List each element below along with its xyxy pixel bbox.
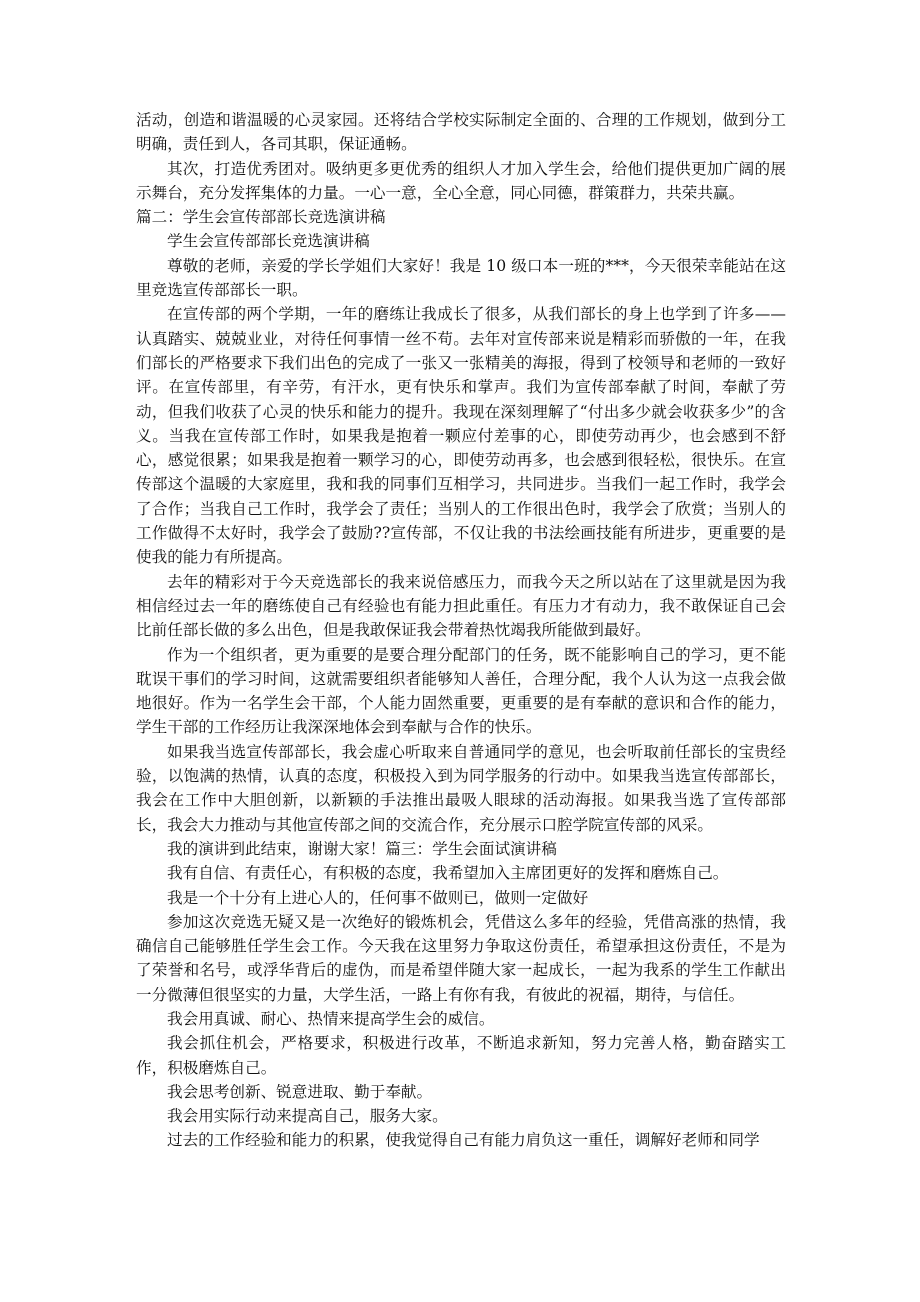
paragraph: 我会用实际行动来提高自己，服务大家。: [167, 1107, 448, 1126]
paragraph: 如果我当选宣传部部长，我会虚心听取来自普通同学的意见，也会听取前任部长的宝贵经验，以饱满的热情，认真的态度，积极投入到为同学服务的行动中。如果我当选宣传部部长，我会在工作中大胆创新，以新颖的手法推出最吸人眼球的活动海报。如果我当选了宣传部部长，我会大力推动与其他宣传部之间的交流合作，充分展示口腔学院宣传部的风采。: [136, 742, 786, 834]
document-body: [136, 108, 786, 1153]
section-heading: 我的演讲到此结束，谢谢大家！篇三：学生会面试演讲稿: [167, 839, 557, 858]
paragraph: 我会思考创新、锐意进取、勤于奉献。: [167, 1082, 433, 1101]
paragraph: 我会抓住机会，严格要求，积极进行改革，不断追求新知，努力完善人格，勤奋踏实工作，积极磨炼自己。: [136, 1034, 786, 1077]
paragraph: 我会用真诚、耐心、热情来提高学生会的威信。: [167, 1009, 495, 1028]
paragraph: 参加这次竞选无疑又是一次绝好的锻炼机会，凭借这么多年的经验，凭借高涨的热情，我确信自己能够胜任学生会工作。今天我在这里努力争取这份责任，希望承担这份责任，不是为了荣誉和名号，或浮华背后的虚伪，而是希望伴随大家一起成长，一起为我系的学生工作献出一分微薄但很坚实的力量，大学生活，一路上有你有我，有彼此的祝福，期待，与信任。: [136, 912, 786, 1004]
paragraph: 去年的精彩对于今天竞选部长的我来说倍感压力，而我今天之所以站在了这里就是因为我相信经过去一年的磨练使自己有经验也有能力担此重任。有压力才有动力，我不敢保证自己会比前任部长做的多么出色，但是我敢保证我会带着热忱竭我所能做到最好。: [136, 572, 786, 640]
paragraph: 其次，打造优秀团对。吸纳更多更优秀的组织人才加入学生会，给他们提供更加广阔的展示舞台，充分发挥集体的力量。一心一意，全心全意，同心同德，群策群力，共荣共赢。: [136, 159, 786, 202]
paragraph: 我有自信、有责任心，有积极的态度，我希望加入主席团更好的发挥和磨炼自己。: [167, 864, 729, 883]
paragraph: 活动，创造和谐温暖的心灵家园。还将结合学校实际制定全面的、合理的工作规划，做到分工明确，责任到人，各司其职，保证通畅。: [136, 111, 786, 154]
paragraph: 尊敬的老师，亲爱的学长学姐们大家好！我是 10 级口本一班的***，今天很荣幸能站在这里竞选宣传部部长一职。: [136, 256, 786, 300]
section-heading: 篇二：学生会宣传部部长竞选演讲稿: [136, 208, 386, 227]
paragraph: 我是一个十分有上进心人的，任何事不做则已，做则一定做好: [167, 888, 589, 907]
paragraph: 在宣传部的两个学期，一年的磨练让我成长了很多，从我们部长的身上也学到了许多——认真踏实、兢兢业业，对待任何事情一丝不苟。去年对宣传部来说是精彩而骄傲的一年，在我们部长的严格要求下我们出色的完成了一张又一张精美的海报，得到了校领导和老师的一致好评。在宣传部里，有辛劳，有汗水，更有快乐和掌声。我们为宣传部奉献了时间，奉献了劳动，但我们收获了心灵的快乐和能力的提升。我现在深刻理解了“付出多少就会收获多少”的含义。当我在宣传部工作时，如果我是抱着一颗应付差事的心，即使劳动再少，也会感到不舒心，感觉很累；如果我是抱着一颗学习的心，即使劳动再多，也会感到很轻松，很快乐。在宣传部这个温暖的大家庭里，我和我的同事们互相学习，共同进步。当我们一起工作时，我学会了合作；当我自己工作时，我学会了责任；当别人的工作很出色时，我学会了欣赏；当别人的工作做得不太好时，我学会了鼓励??宣传部，不仅让我的书法绘画技能有所进步，更重要的是使我的能力有所提高。: [136, 305, 786, 567]
speech-title: 学生会宣传部部长竞选演讲稿: [167, 232, 370, 251]
paragraph: 过去的工作经验和能力的积累，使我觉得自己有能力肩负这一重任，调解好老师和同学: [167, 1131, 760, 1150]
paragraph: 作为一个组织者，更为重要的是要合理分配部门的任务，既不能影响自己的学习，更不能耽误干事们的学习时间，这就需要组织者能够知人善任，合理分配，我个人认为这一点我会做地很好。作为一名学生会干部，个人能力固然重要，更重要的是有奉献的意识和合作的能力，学生干部的工作经历让我深深地体会到奉献与合作的快乐。: [136, 645, 786, 737]
